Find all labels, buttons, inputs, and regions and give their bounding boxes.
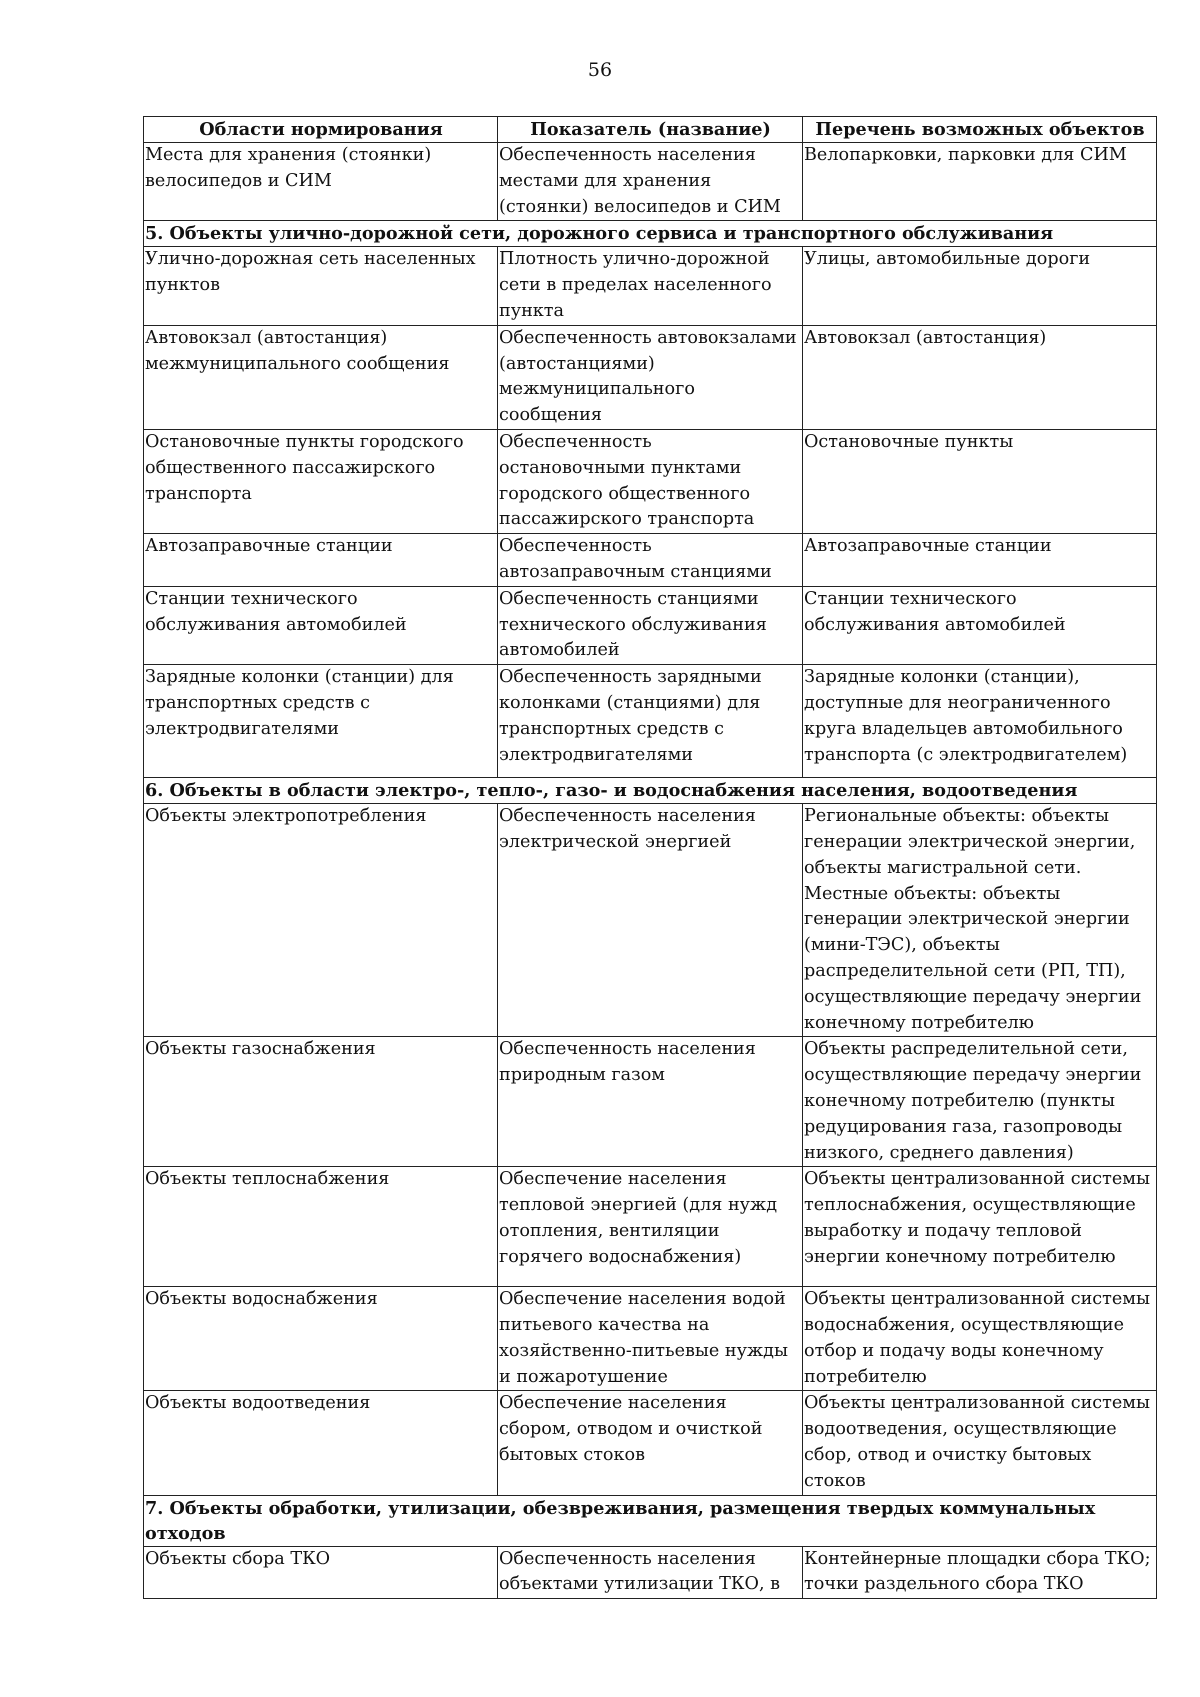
cell-indicator: Обеспеченность станциями технического обслуживания автомобилей	[498, 586, 803, 664]
table-row	[144, 586, 1157, 664]
page-number: 56	[587, 59, 613, 81]
cell-area: Места для хранения (стоянки) велосипедов и СИМ	[144, 143, 498, 221]
table-row	[144, 1037, 1157, 1167]
cell-objects: Объекты централизованной системы водоснабжения, осуществляющие отбор и подачу воды конечному потребителю	[803, 1287, 1157, 1391]
header-indicator: Показатель (название)	[498, 117, 803, 143]
cell-indicator: Обеспеченность населения природным газом	[498, 1037, 803, 1167]
cell-area: Объекты водоотведения	[144, 1391, 498, 1495]
cell-area: Автовокзал (автостанция) межмуниципального сообщения	[144, 325, 498, 429]
cell-objects: Объекты распределительной сети, осуществляющие передачу энергии конечному потребителю (пункты редуцирования газа, газопроводы низкого, среднего давления)	[803, 1037, 1157, 1167]
section-row	[144, 1495, 1157, 1546]
cell-indicator: Обеспеченность автозаправочным станциями	[498, 534, 803, 587]
cell-area: Станции технического обслуживания автомобилей	[144, 586, 498, 664]
table-row	[144, 665, 1157, 778]
cell-area: Объекты сбора ТКО	[144, 1546, 498, 1599]
table-row	[144, 429, 1157, 533]
table-body	[144, 143, 1157, 1599]
table-row	[144, 1391, 1157, 1495]
cell-indicator: Обеспеченность остановочными пунктами городского общественного пассажирского транспорта	[498, 429, 803, 533]
cell-area: Объекты водоснабжения	[144, 1287, 498, 1391]
cell-indicator: Обеспеченность автовокзалами (автостанциями) межмуниципального сообщения	[498, 325, 803, 429]
table-row	[144, 534, 1157, 587]
table-row	[144, 804, 1157, 1037]
cell-indicator: Обеспеченность населения местами для хранения (стоянки) велосипедов и СИМ	[498, 143, 803, 221]
cell-area: Автозаправочные станции	[144, 534, 498, 587]
table-row	[144, 247, 1157, 325]
cell-area: Зарядные колонки (станции) для транспортных средств с электродвигателями	[144, 665, 498, 778]
section-title: 7. Объекты обработки, утилизации, обезвреживания, размещения твердых коммунальных отходов	[144, 1495, 1157, 1546]
section-title: 6. Объекты в области электро-, тепло-, газо- и водоснабжения населения, водоотведения	[144, 778, 1157, 804]
cell-indicator: Обеспеченность зарядными колонками (станциями) для транспортных средств с электродвигателями	[498, 665, 803, 778]
cell-indicator: Обеспечение населения водой питьевого качества на хозяйственно-питьевые нужды и пожаротушение	[498, 1287, 803, 1391]
cell-objects: Региональные объекты: объекты генерации электрической энергии, объекты магистральной сети. Местные объекты: объекты генерации электрической энергии (мини-ТЭС), объекты распределительной сети (РП, ТП), осуществляющие передачу энергии конечному потребителю	[803, 804, 1157, 1037]
header-area: Области нормирования	[144, 117, 498, 143]
cell-area: Улично-дорожная сеть населенных пунктов	[144, 247, 498, 325]
cell-objects: Автозаправочные станции	[803, 534, 1157, 587]
cell-indicator: Обеспечение населения сбором, отводом и очисткой бытовых стоков	[498, 1391, 803, 1495]
cell-objects: Остановочные пункты	[803, 429, 1157, 533]
section-row	[144, 778, 1157, 804]
cell-objects: Объекты централизованной системы водоотведения, осуществляющие сбор, отвод и очистку бытовых стоков	[803, 1391, 1157, 1495]
section-title: 5. Объекты улично-дорожной сети, дорожного сервиса и транспортного обслуживания	[144, 221, 1157, 247]
cell-area: Объекты теплоснабжения	[144, 1167, 498, 1287]
cell-area: Объекты электропотребления	[144, 804, 498, 1037]
cell-objects: Автовокзал (автостанция)	[803, 325, 1157, 429]
table-header-row	[144, 117, 1157, 143]
header-objects: Перечень возможных объектов	[803, 117, 1157, 143]
table-row	[144, 1287, 1157, 1391]
table-row	[144, 143, 1157, 221]
cell-objects: Контейнерные площадки сбора ТКО; точки раздельного сбора ТКО	[803, 1546, 1157, 1599]
table-row	[144, 1167, 1157, 1287]
cell-objects: Зарядные колонки (станции), доступные для неограниченного круга владельцев автомобильного транспорта (с электродвигателем)	[803, 665, 1157, 778]
cell-indicator: Обеспеченность населения объектами утилизации ТКО, в	[498, 1546, 803, 1599]
cell-objects: Станции технического обслуживания автомобилей	[803, 586, 1157, 664]
cell-area: Объекты газоснабжения	[144, 1037, 498, 1167]
cell-indicator: Обеспеченность населения электрической энергией	[498, 804, 803, 1037]
table-row	[144, 1546, 1157, 1599]
cell-indicator: Обеспечение населения тепловой энергией (для нужд отопления, вентиляции горячего водоснабжения)	[498, 1167, 803, 1287]
cell-objects: Велопарковки, парковки для СИМ	[803, 143, 1157, 221]
cell-area: Остановочные пункты городского общественного пассажирского транспорта	[144, 429, 498, 533]
cell-objects: Улицы, автомобильные дороги	[803, 247, 1157, 325]
cell-objects: Объекты централизованной системы теплоснабжения, осуществляющие выработку и подачу тепловой энергии конечному потребителю	[803, 1167, 1157, 1287]
table-row	[144, 325, 1157, 429]
section-row	[144, 221, 1157, 247]
norms-table	[143, 116, 1157, 1599]
cell-indicator: Плотность улично-дорожной сети в пределах населенного пункта	[498, 247, 803, 325]
